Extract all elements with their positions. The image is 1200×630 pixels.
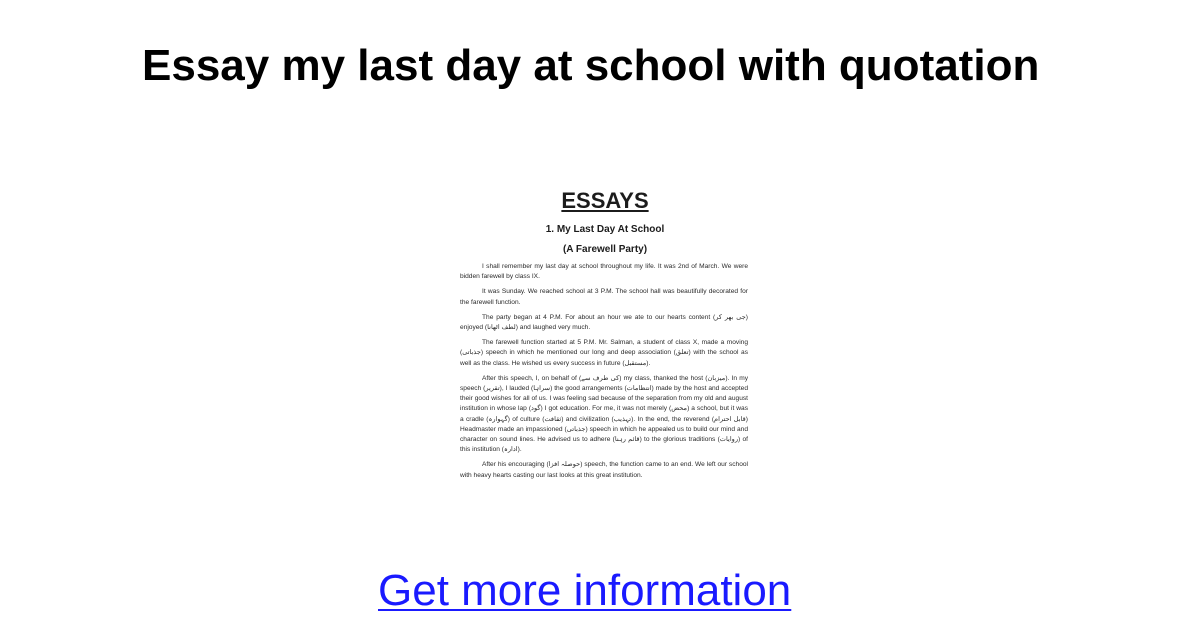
document-paragraph: I shall remember my last day at school throughout my life. It was 2nd of March. We were bidden farewell by class IX. — [460, 263, 748, 281]
document-body — [455, 262, 755, 481]
page-title: Essay my last day at school with quotation — [142, 41, 1040, 90]
document-paragraph: After his encouraging (حوصلہ افزا) speech, the function came to an end. We left our school with heavy hearts casting our last looks at this great institution. — [460, 461, 748, 479]
document-subheading: 1. My Last Day At School — [545, 224, 665, 235]
get-more-information-link[interactable]: Get more information — [378, 566, 792, 615]
essay-document-image — [455, 180, 755, 558]
document-paragraph: The party began at 4 P.M. For about an hour we ate to our hearts content (جی بھر کر) enjoyed (لطف اٹھانا) and laughed very much. — [460, 313, 748, 332]
document-paragraph: It was Sunday. We reached school at 3 P.M. The school hall was beautifully decorated for the farewell function. — [460, 288, 748, 306]
document-paragraph: The farewell function started at 5 P.M. Mr. Salman, a student of class X, made a moving (جذباتی) speech in which he mentioned our long and deep association (تعلق) with the school as well as the class. He wished us every success in future (مستقبل). — [460, 339, 748, 367]
document-paragraph: After this speech, I, on behalf of (کی طرف سے) my class, thanked the host (میزبان). In my speech (تقریر), I lauded (سراہا) the good arrangements (انتظامات) made by the host and accepted their good wishes for all of us. I was feeling sad because of the separation from my old and august institution in whose lap (گود) I got education. For me, it was not merely (محض) a school, but it was a cradle (گہوارہ) of culture (ثقافت) and civilization (تہذیب). In the end, the reverend (قابل احترام) Headmaster made an impassioned (جذباتی) speech in which he appealed us to build our mind and character on sound lines. He advised us to adhere (قائم رہنا) to the glorious traditions (روایات) of this institution (ادارہ). — [460, 374, 749, 454]
document-subtitle: (A Farewell Party) — [562, 244, 648, 255]
document-heading: ESSAYS — [561, 188, 649, 213]
